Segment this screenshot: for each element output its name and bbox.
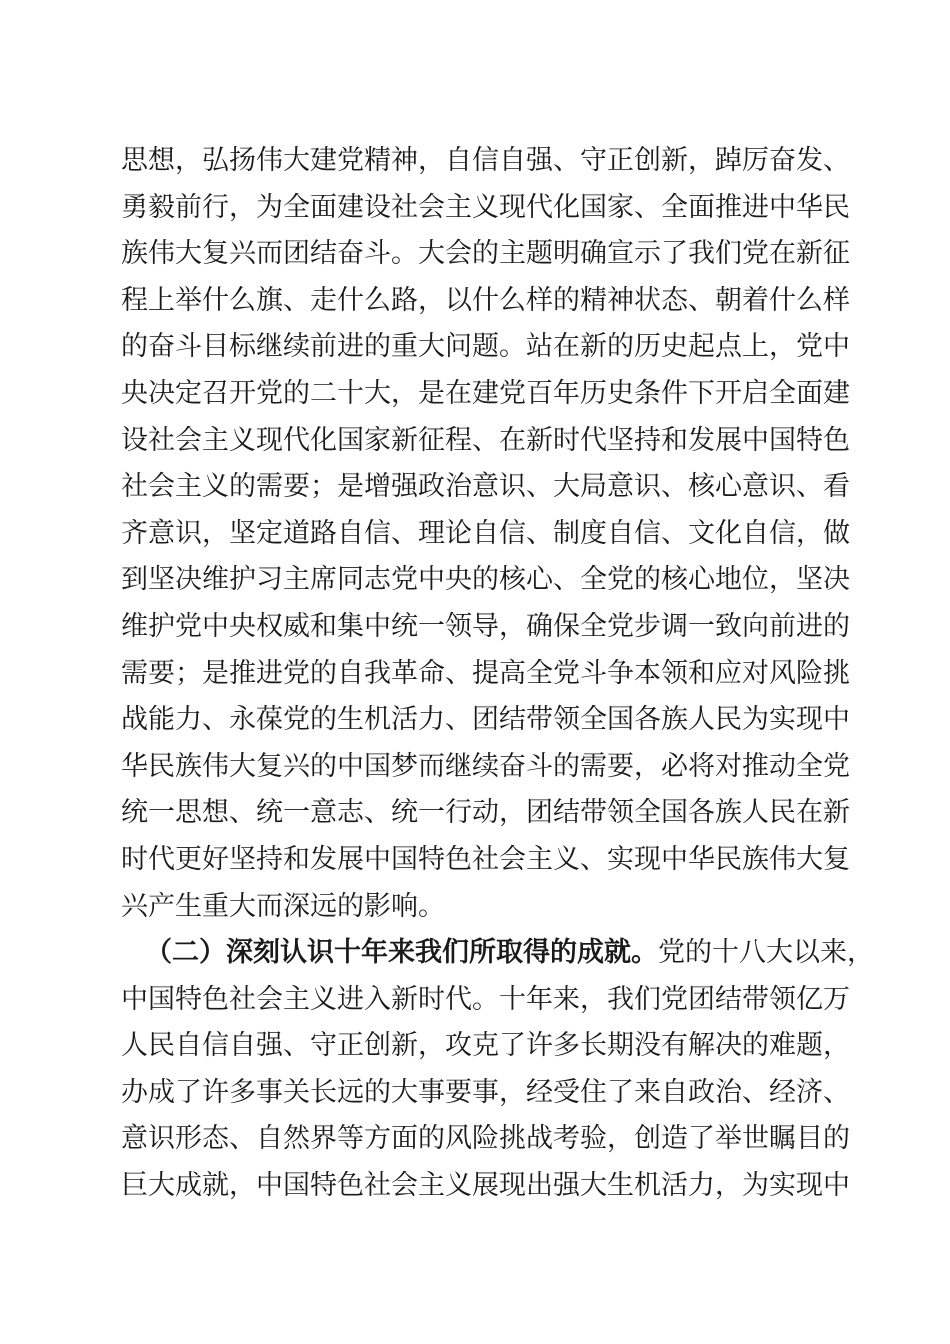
text-line: 需要；是推进党的自我革命、提高全党斗争本领和应对风险挑 <box>121 657 850 689</box>
text-line: 兴产生重大而深远的影响。 <box>121 890 445 922</box>
text-line: 勇毅前行，为全面建设社会主义现代化国家、全面推进中华民 <box>121 191 850 223</box>
text-line: 中国特色社会主义进入新时代。十年来，我们党团结带领亿万 <box>121 983 850 1015</box>
text-line: 程上举什么旗、走什么路，以什么样的精神状态、朝着什么样 <box>121 284 850 316</box>
text-line: 族伟大复兴而团结奋斗。大会的主题明确宣示了我们党在新征 <box>121 238 850 270</box>
section-heading: （二）深刻认识十年来我们所取得的成就。 <box>145 937 658 969</box>
text-line: 统一思想、统一意志、统一行动，团结带领全国各族人民在新 <box>121 797 850 829</box>
text-line: 人民自信自强、守正创新，攻克了许多长期没有解决的难题， <box>121 1030 850 1062</box>
text-line: 央决定召开党的二十大，是在建党百年历史条件下开启全面建 <box>121 377 850 409</box>
text-line: 到坚决维护习主席同志党中央的核心、全党的核心地位，坚决 <box>121 564 850 596</box>
paragraph-2-first-line <box>121 930 874 977</box>
text-line: 巨大成就，中国特色社会主义展现出强大生机活力，为实现中 <box>121 1170 850 1202</box>
text-line: 的奋斗目标继续前进的重大问题。站在新的历史起点上，党中 <box>121 331 850 363</box>
document-body <box>121 138 874 1210</box>
text-line: 维护党中央权威和集中统一领导，确保全党步调一致向前进的 <box>121 610 850 642</box>
text-line: 设社会主义现代化国家新征程、在新时代坚持和发展中国特色 <box>121 424 850 456</box>
text-line: 思想，弘扬伟大建党精神，自信自强、守正创新，踔厉奋发、 <box>121 145 850 176</box>
paragraph-2 <box>121 930 874 1210</box>
text-line: 战能力、永葆党的生机活力、团结带领全国各族人民为实现中 <box>121 704 850 736</box>
text-line: 时代更好坚持和发展中国特色社会主义、实现中华民族伟大复 <box>121 843 850 875</box>
text-span: 党的十八大以来， <box>658 937 874 969</box>
text-line: 意识形态、自然界等方面的风险挑战考验，创造了举世瞩目的 <box>121 1123 850 1155</box>
paragraph-1 <box>121 138 850 930</box>
text-line: 社会主义的需要；是增强政治意识、大局意识、核心意识、看 <box>121 471 850 503</box>
text-line: 齐意识，坚定道路自信、理论自信、制度自信、文化自信，做 <box>121 517 850 549</box>
text-line: 华民族伟大复兴的中国梦而继续奋斗的需要，必将对推动全党 <box>121 750 850 782</box>
text-line: 办成了许多事关长远的大事要事，经受住了来自政治、经济、 <box>121 1076 850 1108</box>
